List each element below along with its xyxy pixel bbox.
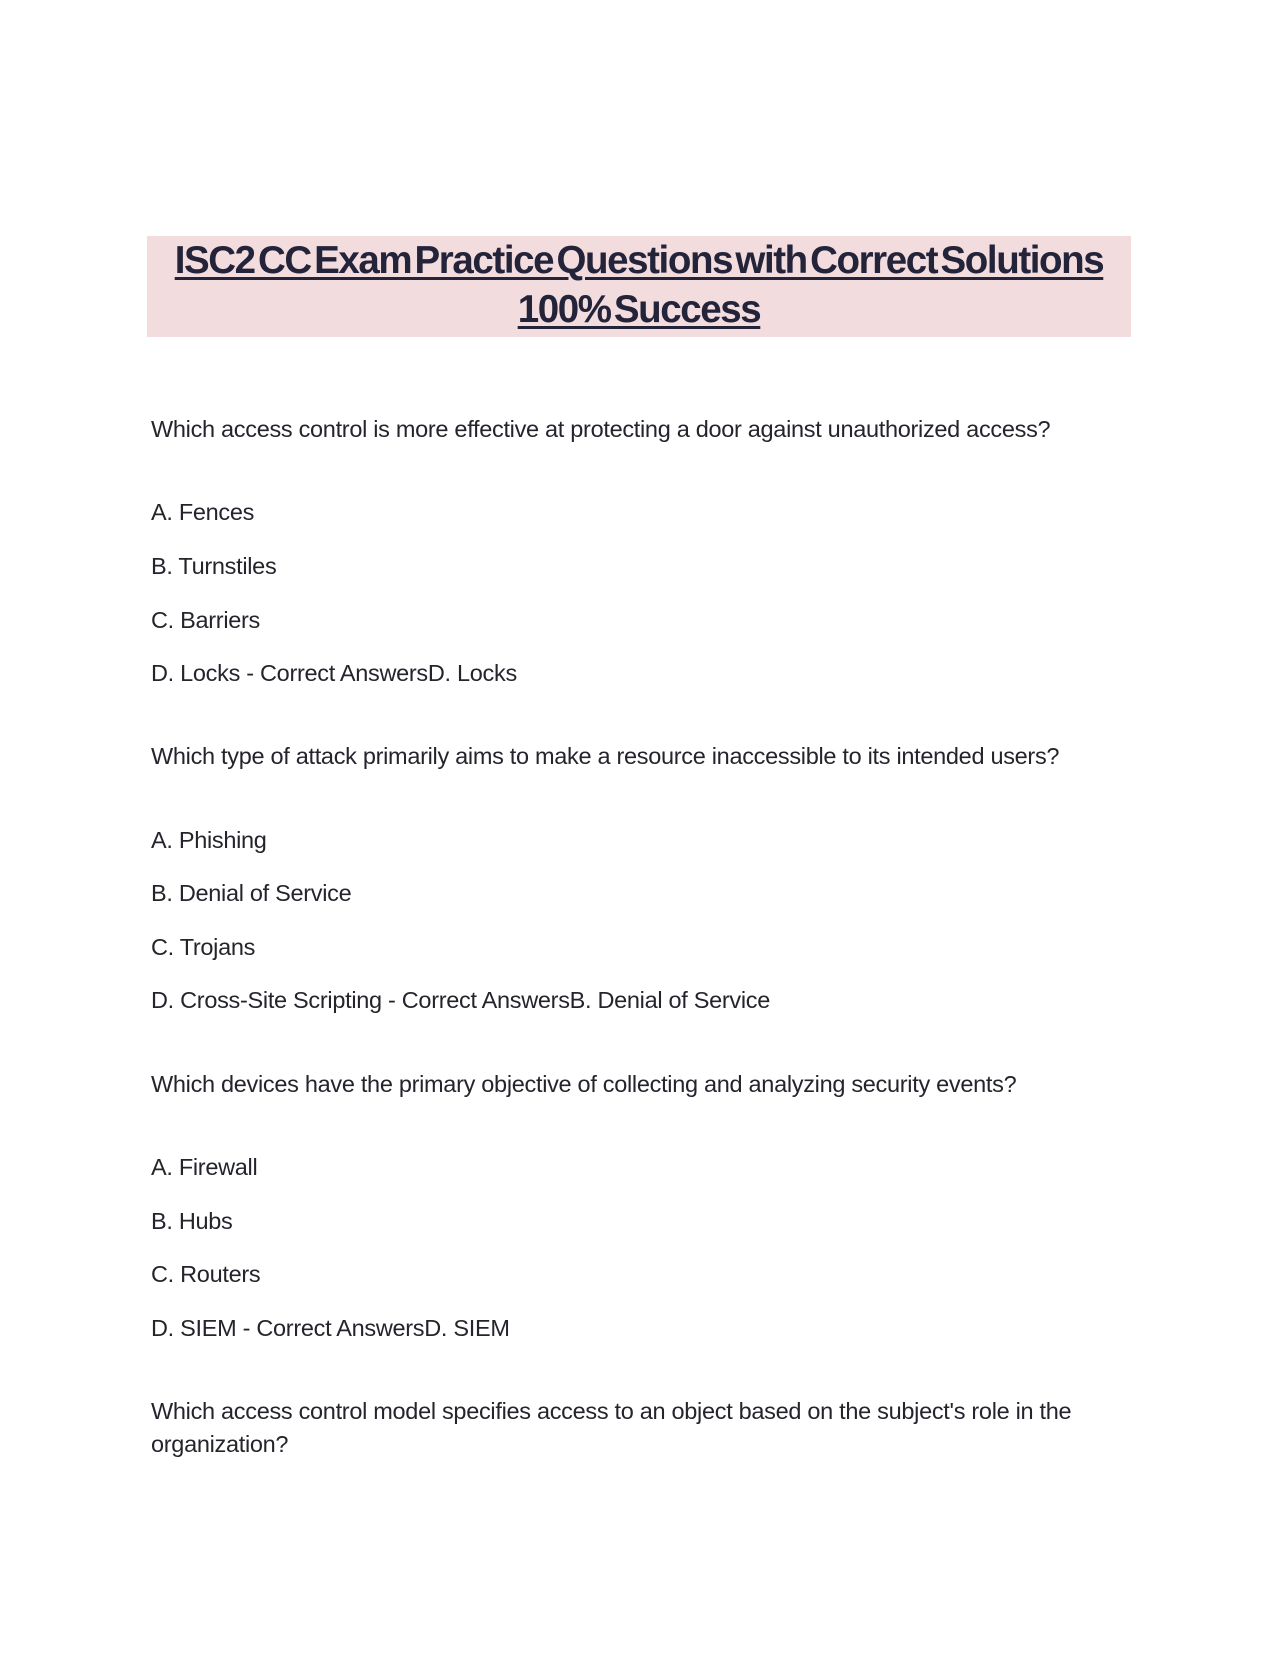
question-3-option-a: A. Firewall bbox=[151, 1154, 258, 1180]
question-3-prompt: Which devices have the primary objective of collecting and analyzing security events? bbox=[151, 1071, 1017, 1097]
title-line-2: 100% Success bbox=[517, 288, 761, 331]
question-1-option-a: A. Fences bbox=[151, 499, 255, 525]
question-1-option-c: C. Barriers bbox=[151, 607, 260, 633]
question-2-option-b: B. Denial of Service bbox=[151, 880, 352, 906]
question-1-prompt: Which access control is more effective at protecting a door against unauthorized access? bbox=[151, 416, 1051, 442]
question-3-option-b: B. Hubs bbox=[151, 1208, 233, 1234]
question-2-option-d-answer: D. Cross-Site Scripting - Correct AnswersB. Denial of Service bbox=[151, 987, 771, 1013]
question-1-option-b: B. Turnstiles bbox=[151, 553, 277, 579]
question-2-prompt: Which type of attack primarily aims to make a resource inaccessible to its intended users? bbox=[151, 743, 1060, 769]
document-title bbox=[147, 236, 1131, 334]
question-3-option-c: C. Routers bbox=[151, 1261, 261, 1287]
question-1-option-d-answer: D. Locks - Correct AnswersD. Locks bbox=[151, 660, 517, 686]
question-3-option-d-answer: D. SIEM - Correct AnswersD. SIEM bbox=[151, 1315, 510, 1341]
question-4-prompt: Which access control model specifies access to an object based on the subject's role in the organization? bbox=[151, 1398, 1072, 1457]
title-line-1: ISC2 CC Exam Practice Questions with Correct Solutions bbox=[174, 239, 1104, 282]
question-2-option-c: C. Trojans bbox=[151, 934, 256, 960]
question-2-option-a: A. Phishing bbox=[151, 827, 267, 853]
